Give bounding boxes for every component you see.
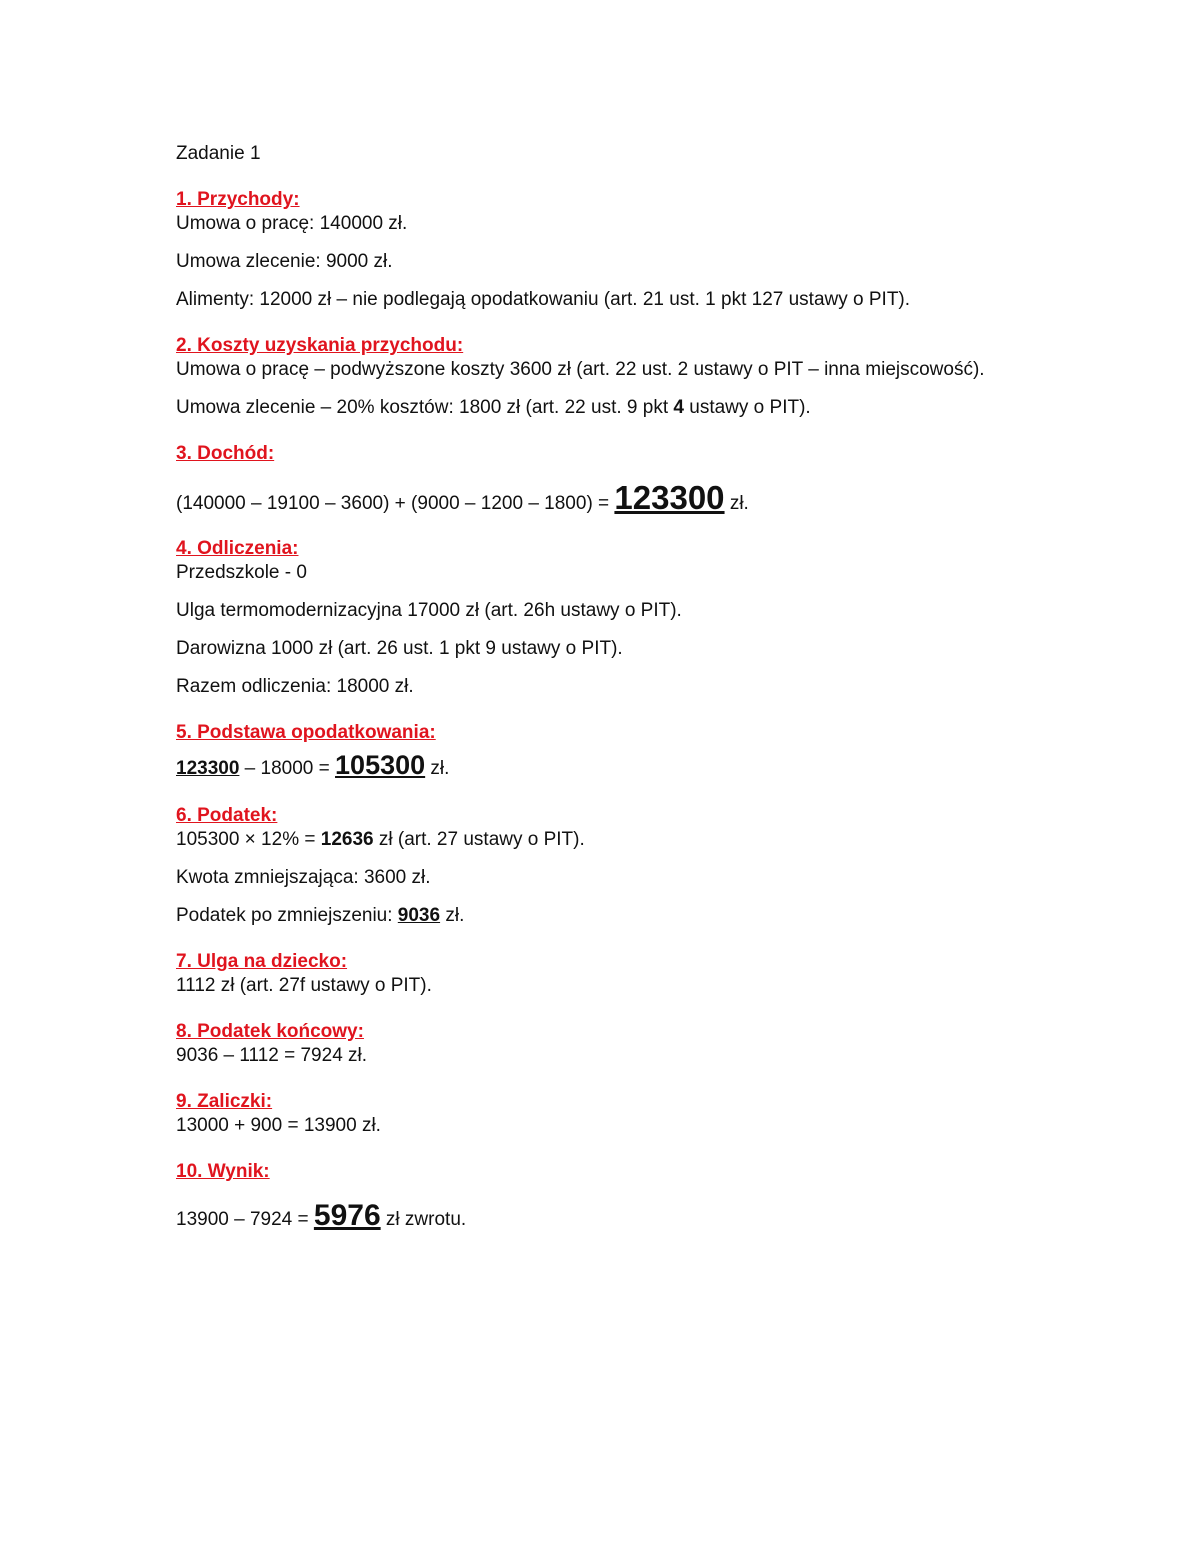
text-line: Razem odliczenia: 18000 zł. [176, 676, 414, 697]
text-line [176, 480, 1036, 523]
text-line [176, 828, 1036, 852]
text-part: Umowa zlecenie – 20% kosztów: 1800 zł (art. 22 ust. 9 pkt [176, 397, 674, 418]
text-line: Alimenty: 12000 zł – nie podlegają opodatkowaniu (art. 21 ust. 1 pkt 127 ustawy o PIT). [176, 289, 911, 310]
bold-number: 4 [673, 397, 684, 418]
section-heading-podatek-koncowy: 8. Podatek końcowy: [176, 1021, 364, 1042]
section-heading-wynik: 10. Wynik: [176, 1161, 270, 1182]
document-title: Zadanie 1 [176, 143, 261, 164]
text-line: Kwota zmniejszająca: 3600 zł. [176, 867, 431, 888]
section-heading-przychody: 1. Przychody: [176, 189, 300, 210]
bold-number: 12636 [320, 829, 374, 850]
text-part: (140000 – 19100 – 3600) + (9000 – 1200 – 1800) = [176, 493, 615, 514]
text-line [176, 396, 1036, 420]
section-heading-zaliczki: 9. Zaliczki: [176, 1091, 273, 1112]
section-heading-podatek: 6. Podatek: [176, 805, 278, 826]
result-value: 123300 [614, 479, 725, 516]
section-heading-ulga: 7. Ulga na dziecko: [176, 951, 348, 972]
section-heading-koszty: 2. Koszty uzyskania przychodu: [176, 335, 464, 356]
text-line: Przedszkole - 0 [176, 562, 307, 583]
text-line: Umowa zlecenie: 9000 zł. [176, 251, 393, 272]
text-part: zł. [440, 905, 465, 926]
text-part: 105300 × 12% = [176, 829, 321, 850]
result-value: 105300 [335, 750, 426, 780]
text-part: Podatek po zmniejszeniu: [176, 905, 398, 926]
bold-number: 123300 [176, 758, 240, 779]
text-line: Darowizna 1000 zł (art. 26 ust. 1 pkt 9 ustawy o PIT). [176, 638, 623, 659]
section-heading-dochod: 3. Dochód: [176, 443, 275, 464]
result-value: 5976 [313, 1199, 381, 1232]
text-part: 13900 – 7924 = [176, 1209, 314, 1230]
bold-number: 9036 [397, 905, 441, 926]
text-part: – 18000 = [239, 758, 336, 779]
document-content [176, 142, 1036, 1239]
text-part: zł (art. 27 ustawy o PIT). [373, 829, 585, 850]
section-heading-podstawa: 5. Podstawa opodatkowania: [176, 722, 436, 743]
text-line [176, 904, 1036, 928]
section-heading-odliczenia: 4. Odliczenia: [176, 538, 299, 559]
text-line: Umowa o pracę – podwyższone koszty 3600 zł (art. 22 ust. 2 ustawy o PIT – inna miejscowość). [176, 359, 985, 380]
text-line: 1112 zł (art. 27f ustawy o PIT). [176, 975, 432, 996]
text-part: zł. [425, 758, 450, 779]
text-part: zł zwrotu. [380, 1209, 467, 1230]
text-line: Umowa o pracę: 140000 zł. [176, 213, 408, 234]
text-line [176, 747, 1036, 788]
text-line: Ulga termomodernizacyjna 17000 zł (art. 26h ustawy o PIT). [176, 600, 682, 621]
text-line: 13000 + 900 = 13900 zł. [176, 1115, 381, 1136]
text-part: ustawy o PIT). [683, 397, 811, 418]
text-line: 9036 – 1112 = 7924 zł. [176, 1045, 368, 1066]
text-part: zł. [724, 493, 749, 514]
text-line [176, 1198, 1036, 1239]
